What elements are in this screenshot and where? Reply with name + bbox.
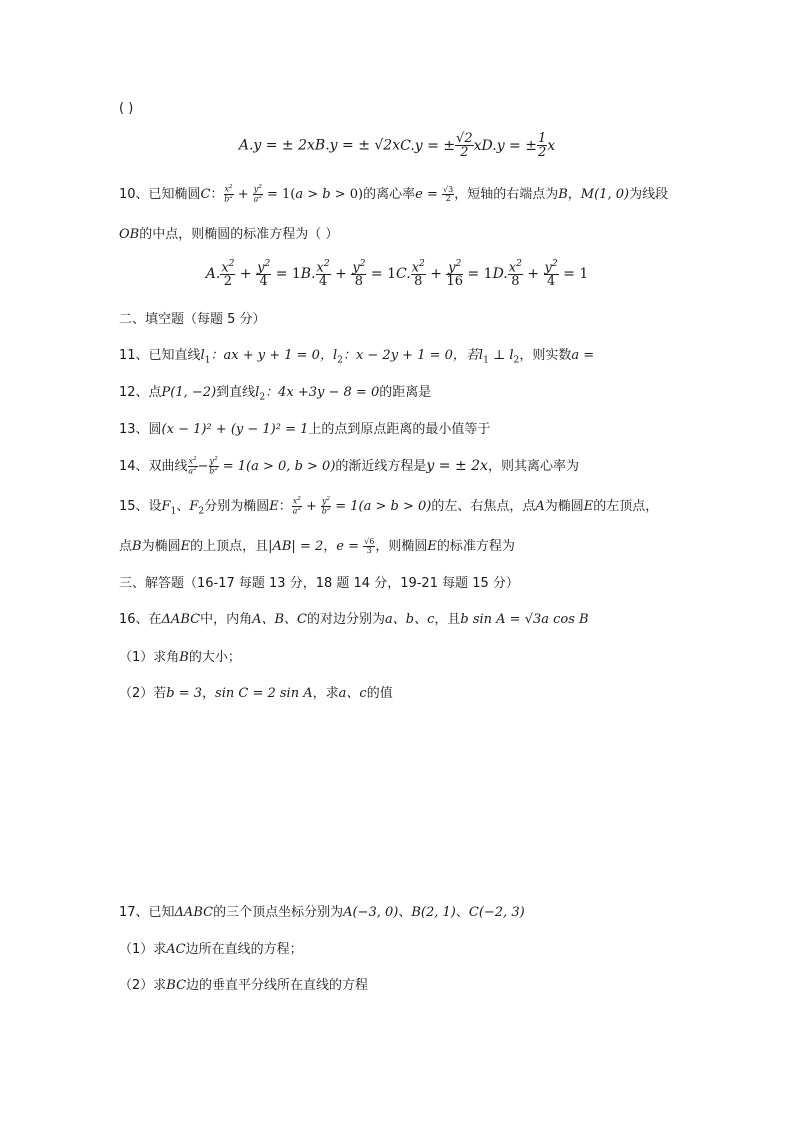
q9-option-a: A.y = ± 2x: [238, 137, 315, 154]
q14: 14、双曲线 $\frac{x^2}{a^2}$ − $\frac{y^2}{b^2}$ = 1(a > 0, b > 0)的渐近线方程是y = ± 2x，则其离心率为: [119, 456, 579, 476]
q15-line1: 15、设$F_1$、$F_2$分别为椭圆E： $\frac{x^2}{a^2}$ + $\frac{y^2}{b^2}$ = 1(a > b > 0)的左、右焦点，点A为椭圆E的左顶点，: [119, 496, 659, 517]
q17-part1: （1）求AC边所在直线的方程；: [119, 942, 303, 957]
q12: 12、点P(1, −2)到直线$l_2$：4x +3y − 8 = 0的距离是: [119, 385, 432, 403]
q16: 16、在ΔABC中，内角A、B、C的对边分别为a、b、c，且b sin A = √3a cos B: [119, 612, 589, 627]
q9-answer-blank: ( ): [119, 101, 134, 116]
section-answer-title: 三、解答题（16-17 每题 13 分，18 题 14 分，19-21 每题 15 分）: [119, 576, 519, 591]
q9-options: [0, 132, 794, 159]
q15-line2: 点B为椭圆E的上顶点，且|AB| = 2，e = $\frac{√6}{3}$ ，则椭圆E的标准方程为: [119, 537, 515, 555]
q11: 11、已知直线$l_1$：ax + y + 1 = 0，$l_2$：x − 2y + 1 = 0，若$l_1$ ⊥ $l_2$，则实数a =: [119, 348, 595, 366]
q17: 17、已知ΔABC的三个顶点坐标分别为A(−3, 0)、B(2, 1)、C(−2, 3): [119, 905, 525, 920]
q10-options: A. $\frac{x^2}{2}$ + $\frac{y^2}{4}$ = 1B. $\frac{x^2}{4}$ + $\frac{y^2}{8}$ = 1C. $\frac{x^2}{8}$ + $\frac{y^2}{16}$ = 1D. $\frac{x^2}{8}$ + $\frac{y^2}{4}$ = 1: [205, 259, 589, 290]
q16-part1: （1）求角B的大小；: [119, 650, 241, 665]
q10-line2: OB的中点，则椭圆的标准方程为（ ）: [119, 227, 339, 242]
q16-part2: （2）若b = 3，sin C = 2 sin A，求a、c的值: [119, 686, 393, 701]
section-fill-in-title: 二、填空题（每题 5 分）: [119, 312, 266, 327]
q9-option-c: C.y = ± $\frac{√2}{2}$ x: [400, 131, 482, 160]
q9-option-b: B.y = ± √2x: [314, 137, 401, 154]
q9-option-d: D.y = ± $\frac{1}{2}$ x: [481, 131, 556, 160]
q10-line1: 10、已知椭圆C： $\frac{x^2}{b^2}$ + $\frac{y^2}{a^2}$ = 1(a > b > 0)的离心率e = $\frac{√3}{2}$ ，短轴的右端点为B，M(1, 0)为线段: [119, 184, 669, 204]
q17-part2: （2）求BC边的垂直平分线所在直线的方程: [119, 978, 369, 993]
q13: 13、圆(x − 1)² + (y − 1)² = 1上的点到原点距离的最小值等于: [119, 422, 491, 437]
